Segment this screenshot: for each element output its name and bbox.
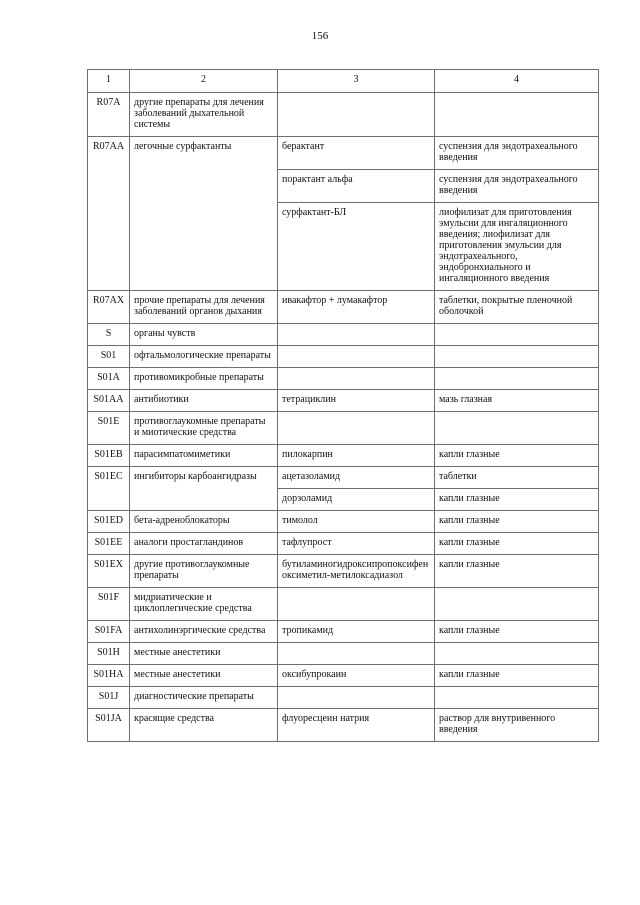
atc-code-cell: S01JA (88, 709, 130, 742)
group-name-cell: офтальмологические препараты (130, 346, 278, 368)
table-row (88, 93, 599, 137)
dosage-form-cell: лиофилизат для приготовления эмульсии для ингаляционного введения; лиофилизат для приготовления эмульсии для эндотрахеального, эндобронхиального и ингаляционного введения (435, 203, 599, 291)
dosage-form-cell: раствор для внутривенного введения (435, 709, 599, 742)
table-row (88, 687, 599, 709)
group-name-cell: другие препараты для лечения заболеваний дыхательной системы (130, 93, 278, 137)
drug-name-cell: сурфактант-БЛ (278, 203, 435, 291)
atc-code-cell: S01FA (88, 621, 130, 643)
group-name-cell: другие противоглаукомные препараты (130, 555, 278, 588)
atc-code-cell: S01EB (88, 445, 130, 467)
drug-name-cell (278, 643, 435, 665)
table-row (88, 445, 599, 467)
drug-name-cell: бутиламиногидроксипропоксифеноксиметил-метилоксадиазол (278, 555, 435, 588)
group-name-cell: диагностические препараты (130, 687, 278, 709)
group-name-cell: ингибиторы карбоангидразы (130, 467, 278, 511)
table-row (88, 665, 599, 687)
table-row (88, 324, 599, 346)
dosage-form-cell (435, 687, 599, 709)
dosage-form-cell: капли глазные (435, 555, 599, 588)
atc-code-cell: R07AA (88, 137, 130, 291)
table-row (88, 412, 599, 445)
dosage-form-cell (435, 588, 599, 621)
drug-name-cell: тимолол (278, 511, 435, 533)
group-name-cell: местные анестетики (130, 665, 278, 687)
table-row (88, 555, 599, 588)
dosage-form-cell (435, 324, 599, 346)
dosage-form-cell: капли глазные (435, 489, 599, 511)
drug-name-cell (278, 412, 435, 445)
table-row (88, 621, 599, 643)
header-col-4: 4 (435, 70, 599, 93)
dosage-form-cell: мазь глазная (435, 390, 599, 412)
table-row (88, 643, 599, 665)
atc-code-cell: S01EC (88, 467, 130, 511)
drug-name-cell (278, 368, 435, 390)
dosage-form-cell: капли глазные (435, 665, 599, 687)
table-row (88, 511, 599, 533)
group-name-cell: антихолинэргические средства (130, 621, 278, 643)
atc-code-cell: S01H (88, 643, 130, 665)
drug-name-cell: тетрациклин (278, 390, 435, 412)
atc-code-cell: S01 (88, 346, 130, 368)
atc-code-cell: S01F (88, 588, 130, 621)
dosage-form-cell: капли глазные (435, 445, 599, 467)
atc-code-cell: S01HA (88, 665, 130, 687)
dosage-form-cell: капли глазные (435, 511, 599, 533)
drug-name-cell: тафлупрост (278, 533, 435, 555)
drug-name-cell: флуоресцеин натрия (278, 709, 435, 742)
table-row (88, 291, 599, 324)
table-row (88, 588, 599, 621)
drug-table (87, 69, 599, 742)
atc-code-cell: R07A (88, 93, 130, 137)
group-name-cell: органы чувств (130, 324, 278, 346)
table-row (88, 368, 599, 390)
dosage-form-cell (435, 643, 599, 665)
atc-code-cell: S01EE (88, 533, 130, 555)
drug-name-cell (278, 588, 435, 621)
atc-code-cell: S (88, 324, 130, 346)
atc-code-cell: R07AX (88, 291, 130, 324)
group-name-cell: аналоги простагландинов (130, 533, 278, 555)
dosage-form-cell: суспензия для эндотрахеального введения (435, 170, 599, 203)
atc-code-cell: S01A (88, 368, 130, 390)
drug-name-cell (278, 324, 435, 346)
dosage-form-cell (435, 412, 599, 445)
atc-code-cell: S01EX (88, 555, 130, 588)
table-header-row (88, 70, 599, 93)
dosage-form-cell: таблетки (435, 467, 599, 489)
drug-name-cell: ивакафтор + лумакафтор (278, 291, 435, 324)
drug-name-cell (278, 346, 435, 368)
group-name-cell: красящие средства (130, 709, 278, 742)
drug-name-cell (278, 687, 435, 709)
drug-name-cell: берактант (278, 137, 435, 170)
drug-name-cell: порактант альфа (278, 170, 435, 203)
table-row (88, 533, 599, 555)
header-col-3: 3 (278, 70, 435, 93)
drug-name-cell: ацетазоламид (278, 467, 435, 489)
dosage-form-cell: суспензия для эндотрахеального введения (435, 137, 599, 170)
group-name-cell: местные анестетики (130, 643, 278, 665)
atc-code-cell: S01J (88, 687, 130, 709)
group-name-cell: бета-адреноблокаторы (130, 511, 278, 533)
page-number: 156 (311, 30, 329, 42)
dosage-form-cell (435, 368, 599, 390)
dosage-form-cell (435, 93, 599, 137)
dosage-form-cell: таблетки, покрытые пленочной оболочкой (435, 291, 599, 324)
group-name-cell: легочные сурфактанты (130, 137, 278, 291)
group-name-cell: антибиотики (130, 390, 278, 412)
atc-code-cell: S01AA (88, 390, 130, 412)
group-name-cell: мидриатические и циклоплегические средства (130, 588, 278, 621)
group-name-cell: прочие препараты для лечения заболеваний органов дыхания (130, 291, 278, 324)
header-col-1: 1 (88, 70, 130, 93)
drug-name-cell (278, 93, 435, 137)
table-row (88, 137, 599, 170)
dosage-form-cell: капли глазные (435, 621, 599, 643)
table-row (88, 467, 599, 489)
drug-name-cell: тропикамид (278, 621, 435, 643)
drug-name-cell: дорзоламид (278, 489, 435, 511)
atc-code-cell: S01E (88, 412, 130, 445)
header-col-2: 2 (130, 70, 278, 93)
drug-name-cell: оксибупрокаин (278, 665, 435, 687)
group-name-cell: противоглаукомные препараты и миотические средства (130, 412, 278, 445)
table-row (88, 390, 599, 412)
dosage-form-cell (435, 346, 599, 368)
group-name-cell: парасимпатомиметики (130, 445, 278, 467)
atc-code-cell: S01ED (88, 511, 130, 533)
table-row (88, 346, 599, 368)
group-name-cell: противомикробные препараты (130, 368, 278, 390)
dosage-form-cell: капли глазные (435, 533, 599, 555)
table-row (88, 709, 599, 742)
drug-name-cell: пилокарпин (278, 445, 435, 467)
